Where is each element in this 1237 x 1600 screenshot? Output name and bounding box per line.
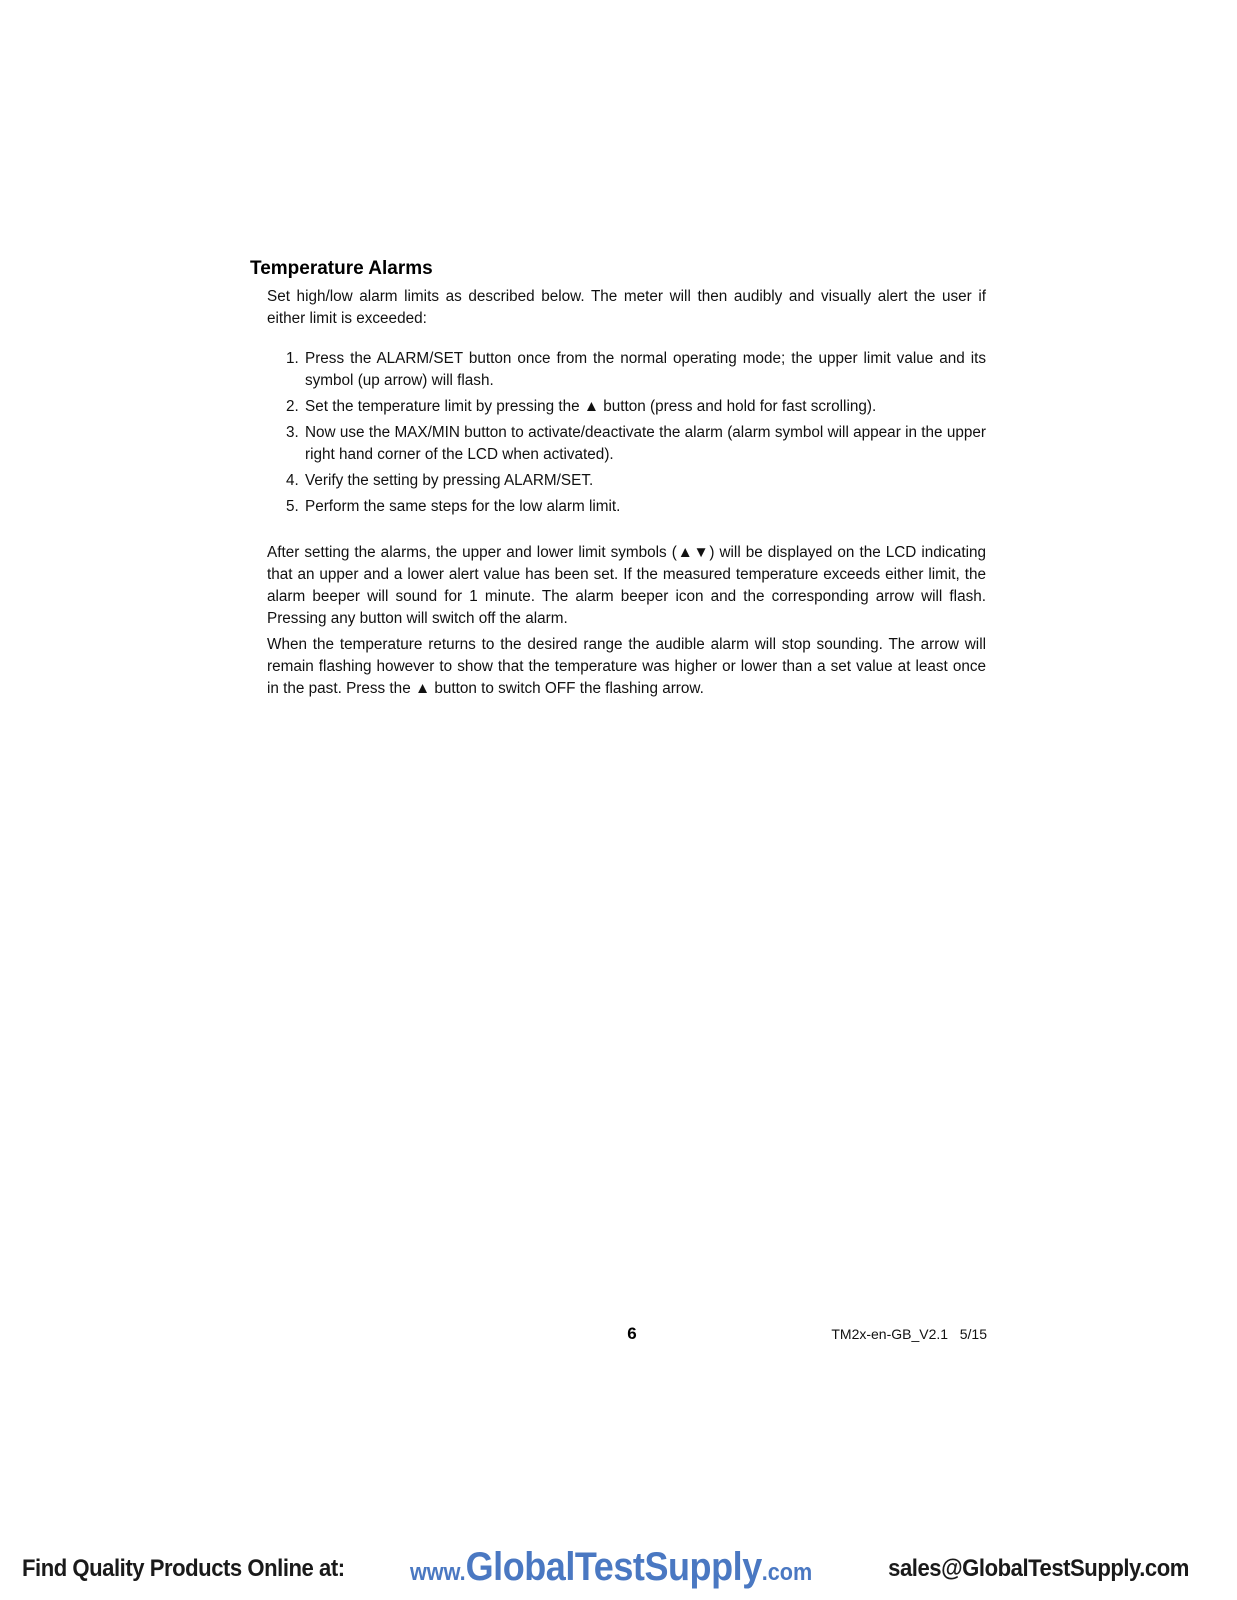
section-title: Temperature Alarms	[250, 258, 433, 279]
url-suffix: .com	[761, 1559, 813, 1586]
list-item: 2. Set the temperature limit by pressing the ▲ button (press and hold for fast scrolling).	[303, 396, 986, 418]
alarm-reset-paragraph: When the temperature returns to the desired range the audible alarm will stop sounding. The arrow will remain flashing however to show that the temperature was higher or lower than a set value at least once in the past. Press the ▲ button to switch OFF the flashing arrow.	[267, 636, 986, 697]
list-item: 5. Perform the same steps for the low alarm limit.	[303, 496, 986, 518]
footer-tagline: Find Quality Products Online at:	[22, 1555, 345, 1582]
url-main: GlobalTestSupply	[465, 1545, 762, 1589]
list-item: 4. Verify the setting by pressing ALARM/SET.	[303, 470, 986, 492]
document-code: TM2x-en-GB_V2.1 5/15	[831, 1326, 987, 1342]
footer-banner	[0, 1545, 1237, 1595]
email-link[interactable]: sales@GlobalTestSupply.com	[888, 1555, 1189, 1582]
steps-list	[250, 348, 986, 518]
intro-paragraph: Set high/low alarm limits as described below. The meter will then audibly and visually alert the user if either limit is exceeded:	[267, 288, 986, 327]
website-link[interactable]	[410, 1545, 812, 1590]
url-prefix: www.	[410, 1559, 466, 1586]
alarm-display-paragraph: After setting the alarms, the upper and lower limit symbols (▲▼) will be displayed on the LCD indicating that an upper and a lower alert value has been set. If the measured temperature exceeds either limit, the alarm beeper will sound for 1 minute. The alarm beeper icon and the corresponding arrow will flash. Pressing any button will switch off the alarm.	[267, 544, 986, 627]
document-body	[250, 258, 986, 704]
list-item: 3. Now use the MAX/MIN button to activate/deactivate the alarm (alarm symbol will appear in the upper right hand corner of the LCD when activated).	[303, 422, 986, 466]
page-number: 6	[627, 1324, 637, 1343]
list-item: 1. Press the ALARM/SET button once from the normal operating mode; the upper limit value and its symbol (up arrow) will flash.	[303, 348, 986, 392]
